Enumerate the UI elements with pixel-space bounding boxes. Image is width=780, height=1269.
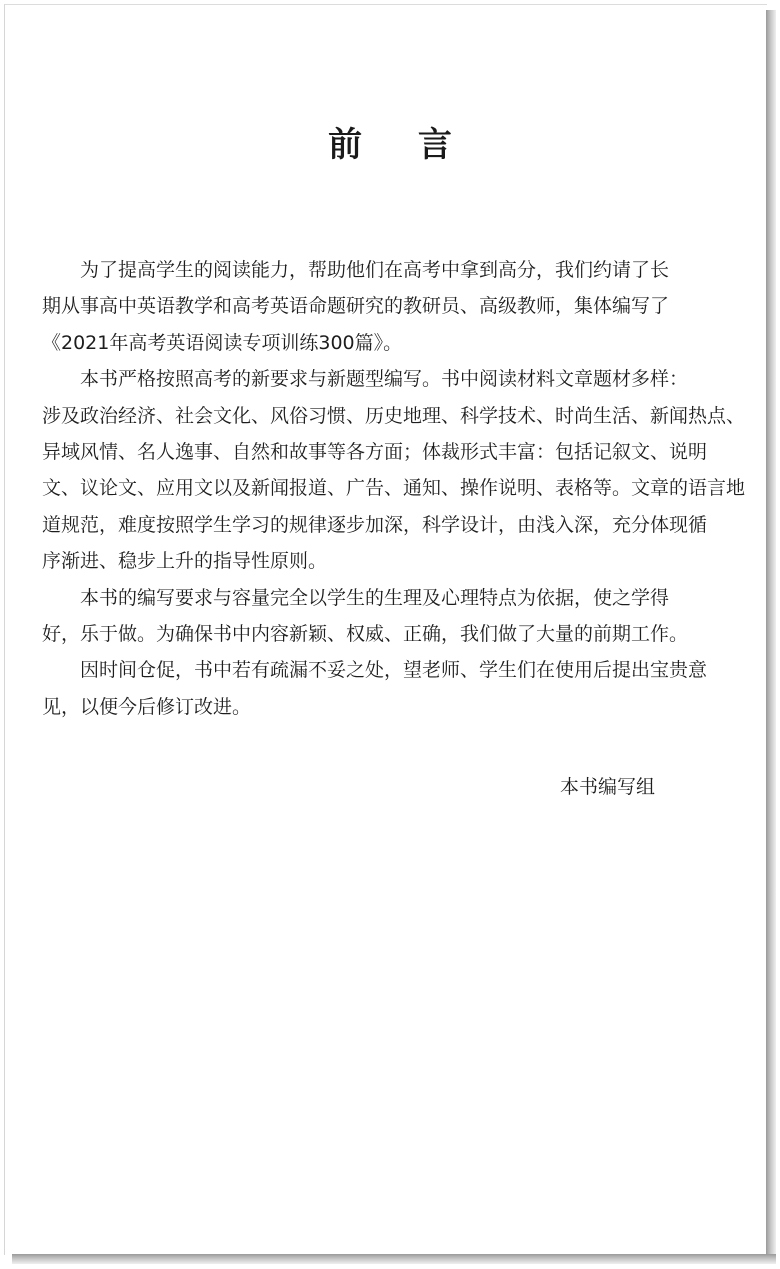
paragraph-line: 异域风情、名人逸事、自然和故事等各方面；体裁形式丰富：包括记叙文、说明 bbox=[42, 440, 708, 463]
paragraph-line: 期从事高中英语教学和高考英语命题研究的教研员、高级教师，集体编写了 bbox=[42, 295, 670, 318]
page-shadow-right bbox=[766, 10, 776, 1260]
paragraph-line: 文、议论文、应用文以及新闻报道、广告、通知、操作说明、表格等。文章的语言地 bbox=[42, 477, 746, 500]
paragraph-1 bbox=[42, 252, 692, 361]
paragraph-line: 为了提高学生的阅读能力，帮助他们在高考中拿到高分，我们约请了长 bbox=[80, 259, 670, 281]
paragraph-line: 序渐进、稳步上升的指导性原则。 bbox=[42, 550, 328, 573]
preface-body bbox=[42, 252, 746, 725]
paragraph-line: 本书严格按照高考的新要求与新题型编写。书中阅读材料文章题材多样： bbox=[80, 368, 689, 391]
signature: 本书编写组 bbox=[560, 776, 656, 798]
paragraph-line: 好，乐于做。为确保书中内容新颖、权威、正确，我们做了大量的前期工作。 bbox=[42, 622, 689, 645]
paragraph-line: 《2021年高考英语阅读专项训练300篇》。 bbox=[42, 331, 403, 354]
page-shadow-bottom bbox=[12, 1254, 776, 1264]
paragraph-line: 见，以便今后修订改进。 bbox=[42, 695, 252, 718]
paragraph-line: 涉及政治经济、社会文化、风俗习惯、历史地理、科学技术、时尚生活、新闻热点、 bbox=[42, 404, 746, 427]
paragraph-4 bbox=[42, 652, 708, 725]
page-title: 前 言 bbox=[328, 124, 474, 165]
paragraph-2 bbox=[42, 361, 746, 579]
paragraph-line: 道规范，难度按照学生学习的规律逐步加深，科学设计，由浅入深，充分体现循 bbox=[42, 513, 708, 536]
paragraph-line: 本书的编写要求与容量完全以学生的生理及心理特点为依据，使之学得 bbox=[80, 586, 670, 609]
paragraph-line: 因时间仓促，书中若有疏漏不妥之处，望老师、学生们在使用后提出宝贵意 bbox=[80, 659, 708, 682]
paragraph-3 bbox=[42, 580, 692, 653]
